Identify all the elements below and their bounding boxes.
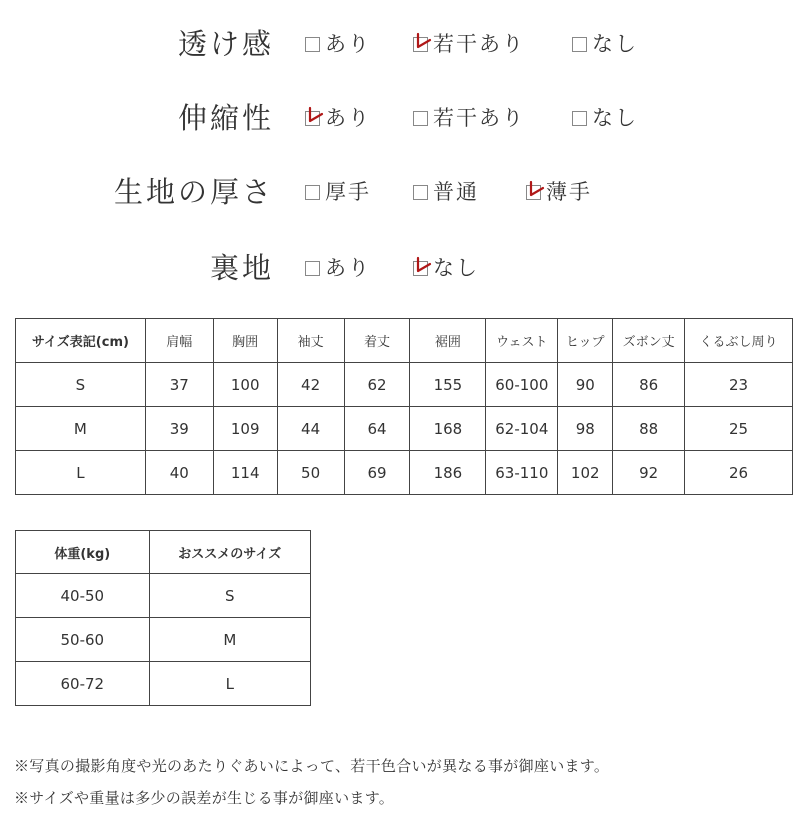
option-label: なし — [433, 256, 479, 280]
table-cell: 86 — [613, 363, 685, 407]
table-header-cell: ウェスト — [486, 319, 558, 363]
table-cell: 64 — [344, 407, 410, 451]
table-cell: 23 — [685, 363, 793, 407]
table-header-cell: サイズ表記(cm) — [16, 319, 146, 363]
table-header-cell: 体重(kg) — [16, 531, 150, 574]
checkbox[interactable] — [305, 37, 320, 52]
option-label: あり — [325, 256, 371, 280]
table-row — [16, 662, 311, 706]
attribute-option[interactable] — [526, 179, 592, 205]
table-cell: 62 — [344, 363, 410, 407]
checkbox[interactable] — [413, 261, 428, 276]
attribute-option[interactable] — [413, 31, 525, 57]
table-cell: 62-104 — [486, 407, 558, 451]
option-label: 普通 — [433, 180, 479, 204]
table-row — [16, 363, 793, 407]
attribute-row-stretch — [0, 98, 800, 138]
option-label: あり — [325, 32, 371, 56]
table-cell: L — [16, 451, 146, 495]
checkbox[interactable] — [413, 111, 428, 126]
table-cell: M — [149, 618, 310, 662]
table-header-cell: くるぶし周り — [685, 319, 793, 363]
attribute-row-transparency — [0, 24, 800, 64]
table-cell: 88 — [613, 407, 685, 451]
table-cell: 25 — [685, 407, 793, 451]
size-table-header-row — [16, 319, 793, 363]
attribute-option[interactable] — [572, 31, 638, 57]
table-cell: 26 — [685, 451, 793, 495]
table-cell: 90 — [558, 363, 613, 407]
table-row — [16, 451, 793, 495]
option-label: なし — [592, 32, 638, 56]
weight-size-table — [15, 530, 311, 706]
table-row — [16, 574, 311, 618]
table-cell: 37 — [145, 363, 213, 407]
attribute-option[interactable] — [413, 255, 479, 281]
option-label: 若干あり — [433, 32, 525, 56]
table-cell: 186 — [410, 451, 486, 495]
fabric-attributes — [0, 0, 800, 300]
attribute-option[interactable] — [572, 105, 638, 131]
table-cell: 63-110 — [486, 451, 558, 495]
checkbox[interactable] — [572, 37, 587, 52]
checkbox[interactable] — [305, 261, 320, 276]
table-cell: 155 — [410, 363, 486, 407]
weight-table-header-row — [16, 531, 311, 574]
table-header-cell: 袖丈 — [277, 319, 344, 363]
table-cell: 102 — [558, 451, 613, 495]
table-cell: 44 — [277, 407, 344, 451]
note-color-disclaimer: ※写真の撮影角度や光のあたりぐあいによって、若干色合いが異なる事が御座います。 — [14, 757, 610, 775]
table-cell: S — [16, 363, 146, 407]
check-mark-icon — [415, 32, 431, 50]
attribute-option[interactable] — [305, 255, 371, 281]
attribute-label: 裏地 — [209, 251, 274, 285]
checkbox[interactable] — [305, 185, 320, 200]
option-label: なし — [592, 106, 638, 130]
check-mark-icon — [415, 256, 431, 274]
checkbox[interactable] — [413, 37, 428, 52]
table-header-cell: ヒップ — [558, 319, 613, 363]
attribute-option[interactable] — [413, 179, 479, 205]
table-cell: 40-50 — [16, 574, 150, 618]
option-label: 薄手 — [546, 180, 592, 204]
check-mark-icon — [528, 180, 544, 198]
table-cell: 50 — [277, 451, 344, 495]
checkbox[interactable] — [572, 111, 587, 126]
table-header-cell: ズボン丈 — [613, 319, 685, 363]
table-cell: 92 — [613, 451, 685, 495]
table-cell: L — [149, 662, 310, 706]
table-cell: 168 — [410, 407, 486, 451]
table-header-cell: 着丈 — [344, 319, 410, 363]
table-row — [16, 407, 793, 451]
table-cell: 50-60 — [16, 618, 150, 662]
table-header-cell: 肩幅 — [145, 319, 213, 363]
attribute-option[interactable] — [305, 179, 371, 205]
option-label: 厚手 — [325, 180, 371, 204]
table-cell: M — [16, 407, 146, 451]
table-cell: 100 — [213, 363, 277, 407]
table-cell: 109 — [213, 407, 277, 451]
notes — [14, 750, 800, 814]
attribute-option[interactable] — [413, 105, 525, 131]
size-table — [15, 318, 793, 495]
attribute-label: 生地の厚さ — [113, 175, 274, 209]
option-label: あり — [325, 106, 371, 130]
table-cell: 42 — [277, 363, 344, 407]
table-header-cell: 裾囲 — [410, 319, 486, 363]
attribute-option[interactable] — [305, 105, 371, 131]
table-row — [16, 618, 311, 662]
table-header-cell: おススメのサイズ — [149, 531, 310, 574]
table-cell: 39 — [145, 407, 213, 451]
attribute-option[interactable] — [305, 31, 371, 57]
table-cell: 114 — [213, 451, 277, 495]
note-size-disclaimer: ※サイズや重量は多少の誤差が生じる事が御座います。 — [14, 789, 395, 807]
attribute-row-lining — [0, 248, 800, 288]
table-cell: 69 — [344, 451, 410, 495]
table-cell: 60-100 — [486, 363, 558, 407]
checkbox[interactable] — [413, 185, 428, 200]
attribute-row-thickness — [0, 172, 800, 212]
table-cell: 98 — [558, 407, 613, 451]
attribute-label: 透け感 — [177, 27, 274, 61]
checkbox[interactable] — [526, 185, 541, 200]
check-mark-icon — [307, 106, 323, 124]
option-label: 若干あり — [433, 106, 525, 130]
table-header-cell: 胸囲 — [213, 319, 277, 363]
table-cell: 40 — [145, 451, 213, 495]
checkbox[interactable] — [305, 111, 320, 126]
table-cell: 60-72 — [16, 662, 150, 706]
table-cell: S — [149, 574, 310, 618]
attribute-label: 伸縮性 — [177, 101, 274, 135]
